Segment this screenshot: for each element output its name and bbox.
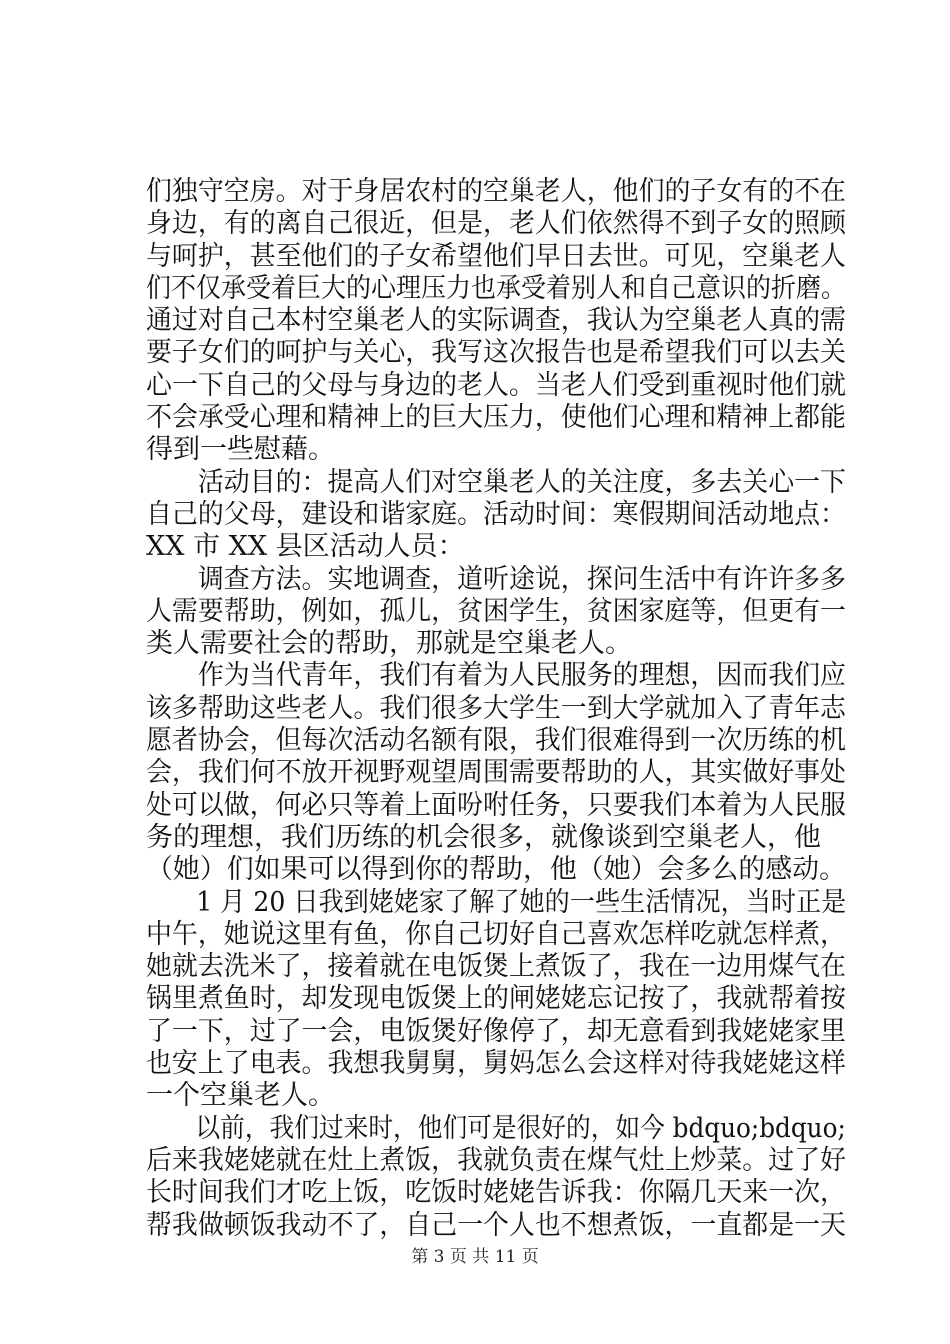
body-text xyxy=(146,176,846,1242)
text-line: 调查方法。实地调查，道听途说，探问生活中有许许多多 xyxy=(146,563,846,595)
text-line: 会，我们何不放开视野观望周围需要帮助的人，其实做好事处 xyxy=(146,757,846,789)
text-line: 要子女们的呵护与关心，我写这次报告也是希望我们可以去关 xyxy=(146,337,846,369)
text-line: 处可以做，何必只等着上面吩咐任务，只要我们本着为人民服 xyxy=(146,789,846,821)
text-line: 们独守空房。对于身居农村的空巢老人，他们的子女有的不在 xyxy=(146,176,846,207)
text-line: 1 月 20 日我到姥姥家了解了她的一些生活情况，当时正是 xyxy=(146,886,847,918)
text-line: 务的理想，我们历练的机会很多，就像谈到空巢老人，他 xyxy=(146,821,821,853)
text-line: 锅里煮鱼时，却发现电饭煲上的闸姥姥忘记按了，我就帮着按 xyxy=(146,983,846,1015)
text-line: 人需要帮助，例如，孤儿，贫困学生，贫困家庭等，但更有一 xyxy=(146,595,846,627)
text-line: 通过对自己本村空巢老人的实际调查，我认为空巢老人真的需 xyxy=(146,305,846,337)
text-line: 中午，她说这里有鱼，你自己切好自己喜欢怎样吃就怎样煮， xyxy=(146,918,846,950)
text-line: 得到一些慰藉。 xyxy=(146,434,335,466)
text-line: （她）们如果可以得到你的帮助，他（她）会多么的感动。 xyxy=(146,854,847,886)
text-line: 了一下，过了一会，电饭煲好像停了，却无意看到我姥姥家里 xyxy=(146,1015,846,1047)
text-line: 类人需要社会的帮助，那就是空巢老人。 xyxy=(146,628,632,660)
text-line: 作为当代青年，我们有着为人民服务的理想，因而我们应 xyxy=(146,660,846,692)
text-line: 愿者协会，但每次活动名额有限，我们很难得到一次历练的机 xyxy=(146,725,846,757)
text-line: 一个空巢老人。 xyxy=(146,1080,335,1112)
text-line: 以前，我们过来时，他们可是很好的，如今 bdquo;bdquo; xyxy=(146,1112,846,1144)
text-line: 心一下自己的父母与身边的老人。当老人们受到重视时他们就 xyxy=(146,369,846,401)
text-line: 自己的父母，建设和谐家庭。活动时间：寒假期间活动地点： xyxy=(146,498,846,530)
text-line: 帮我做顿饭我动不了，自己一个人也不想煮饭，一直都是一天 xyxy=(146,1209,846,1241)
text-line: 后来我姥姥就在灶上煮饭，我就负责在煤气灶上炒菜。过了好 xyxy=(146,1144,846,1176)
text-line: 该多帮助这些老人。我们很多大学生一到大学就加入了青年志 xyxy=(146,692,846,724)
text-line: 身边，有的离自己很近，但是，老人们依然得不到子女的照顾 xyxy=(146,208,846,240)
text-line: 不会承受心理和精神上的巨大压力，使他们心理和精神上都能 xyxy=(146,402,846,434)
text-line: 也安上了电表。我想我舅舅，舅妈怎么会这样对待我姥姥这样 xyxy=(146,1048,846,1080)
text-line: 长时间我们才吃上饭，吃饭时姥姥告诉我：你隔几天来一次， xyxy=(146,1177,846,1209)
text-line: XX 市 XX 县区活动人员： xyxy=(146,531,465,563)
text-line: 们不仅承受着巨大的心理压力也承受着别人和自己意识的折磨。 xyxy=(146,272,846,304)
page-footer: 第 3 页 共 11 页 xyxy=(411,1247,539,1267)
text-line: 活动目的：提高人们对空巢老人的关注度，多去关心一下 xyxy=(146,466,846,498)
text-line: 她就去洗米了，接着就在电饭煲上煮饭了，我在一边用煤气在 xyxy=(146,951,846,983)
text-line: 与呵护，甚至他们的子女希望他们早日去世。可见，空巢老人 xyxy=(146,240,846,272)
